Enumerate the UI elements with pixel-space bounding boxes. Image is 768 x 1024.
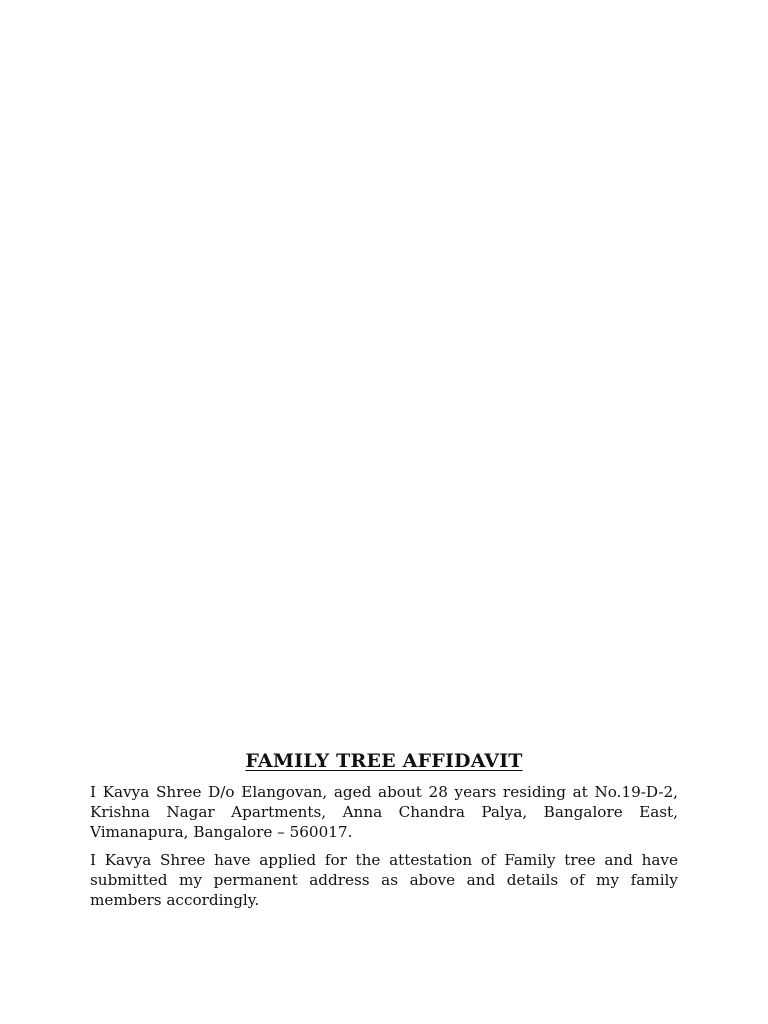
document-title: FAMILY TREE AFFIDAVIT — [245, 750, 523, 772]
document-body — [90, 750, 678, 918]
attestation-paragraph: I Kavya Shree have applied for the attestation of Family tree and have submitted my permanent address as above and details of my family members accordingly. — [90, 851, 678, 909]
residence-paragraph: I Kavya Shree D/o Elangovan, aged about 28 years residing at No.19-D-2, Krishna Nagar Apartments, Anna Chandra Palya, Bangalore East, Vimanapura, Bangalore – 560017. — [90, 783, 678, 841]
